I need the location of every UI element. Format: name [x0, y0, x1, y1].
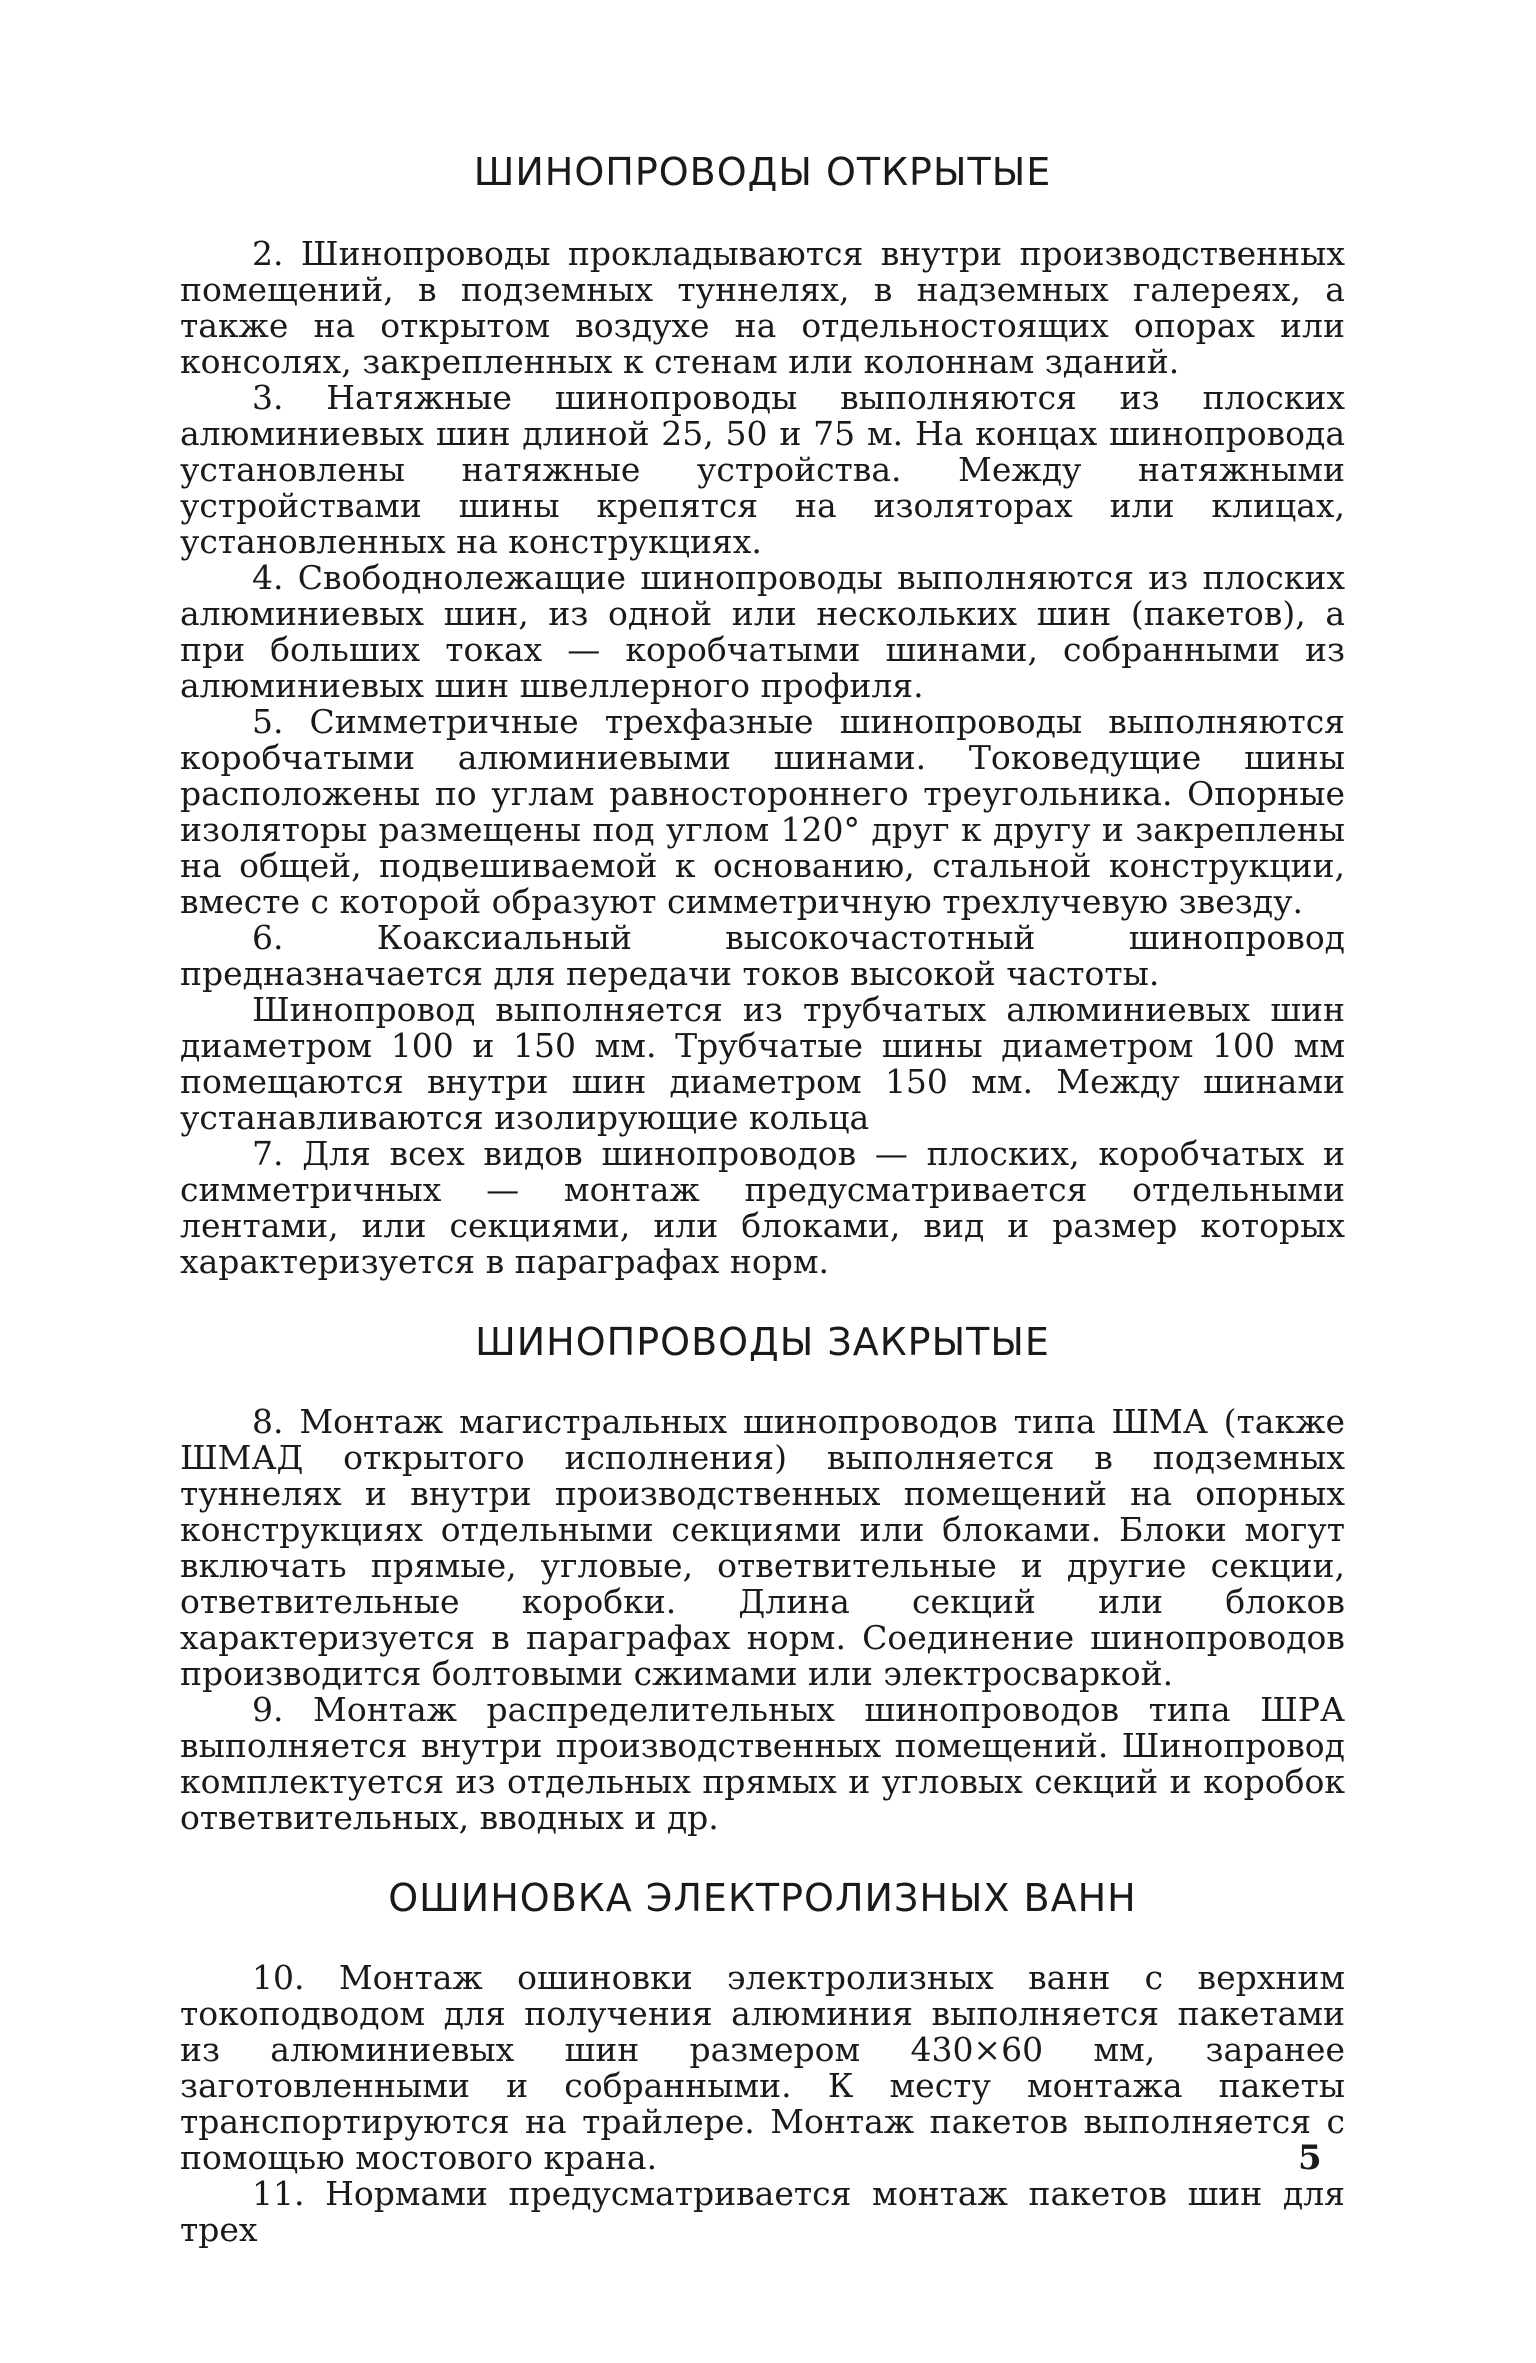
section-heading-closed-busways: ШИНОПРОВОДЫ ЗАКРЫТЫЕ	[475, 1320, 1050, 1364]
paragraph-5: 5. Симметричные трехфазные шинопроводы выполняются коробчатыми алюминиевыми шинами. Токоведущие шины расположены по углам равностороннего треугольника. Опорные изоляторы размещены под углом 120° друг к другу и закреплены на общей, подвешиваемой к основанию, стальной конструкции, вместе с которой образуют симметричную трехлучевую звезду.	[180, 702, 1345, 921]
page-body	[180, 150, 1345, 2248]
section-heading-open-busways: ШИНОПРОВОДЫ ОТКРЫТЫЕ	[473, 150, 1052, 194]
paragraph-2: 2. Шинопроводы прокладываются внутри производственных помещений, в подземных туннелях, в надземных галереях, а также на открытом воздухе на отдельностоящих опорах или консолях, закрепленных к стенам или колоннам зданий.	[180, 234, 1345, 381]
paragraph-6-continued: Шинопровод выполняется из трубчатых алюминиевых шин диаметром 100 и 150 мм. Трубчатые шины диаметром 100 мм помещаются внутри шин диаметром 150 мм. Между шинами устанавливаются изолирующие кольца	[180, 990, 1345, 1137]
paragraph-6: 6. Коаксиальный высокочастотный шинопровод предназначается для передачи токов высокой частоты.	[180, 918, 1345, 993]
page-number: 5	[1298, 2138, 1322, 2178]
paragraph-8: 8. Монтаж магистральных шинопроводов типа ШМА (также ШМАД открытого исполнения) выполняется в подземных туннелях и внутри производственных помещений на опорных конструкциях отдельными секциями или блоками. Блоки могут включать прямые, угловые, ответвительные и другие секции, ответвительные коробки. Длина секций или блоков характеризуется в параграфах норм. Соединение шинопроводов производится болтовыми сжимами или электросваркой.	[180, 1402, 1345, 1693]
paragraph-9: 9. Монтаж распределительных шинопроводов типа ШРА выполняется внутри производственных помещений. Шинопровод комплектуется из отдельных прямых и угловых секций и коробок ответвительных, вводных и др.	[180, 1690, 1345, 1837]
paragraph-11: 11. Нормами предусматривается монтаж пакетов шин для трех	[180, 2174, 1345, 2249]
paragraph-10: 10. Монтаж ошиновки электролизных ванн с верхним токоподводом для получения алюминия выполняется пакетами из алюминиевых шин размером 430×60 мм, заранее заготовленными и собранными. К месту монтажа пакеты транспортируются на трайлере. Монтаж пакетов выполняется с помощью мостового крана.	[180, 1958, 1345, 2177]
paragraph-4: 4. Свободнолежащие шинопроводы выполняются из плоских алюминиевых шин, из одной или нескольких шин (пакетов), а при больших токах — коробчатыми шинами, собранными из алюминиевых шин швеллерного профиля.	[180, 558, 1345, 705]
paragraph-7: 7. Для всех видов шинопроводов — плоских, коробчатых и симметричных — монтаж предусматривается отдельными лентами, или секциями, или блоками, вид и размер которых характеризуется в параграфах норм.	[180, 1134, 1345, 1281]
paragraph-3: 3. Натяжные шинопроводы выполняются из плоских алюминиевых шин длиной 25, 50 и 75 м. На концах шинопровода установлены натяжные устройства. Между натяжными устройствами шины крепятся на изоляторах или клицах, установленных на конструкциях.	[180, 378, 1345, 561]
section-heading-electrolysis-baths: ОШИНОВКА ЭЛЕКТРОЛИЗНЫХ ВАНН	[388, 1876, 1137, 1920]
